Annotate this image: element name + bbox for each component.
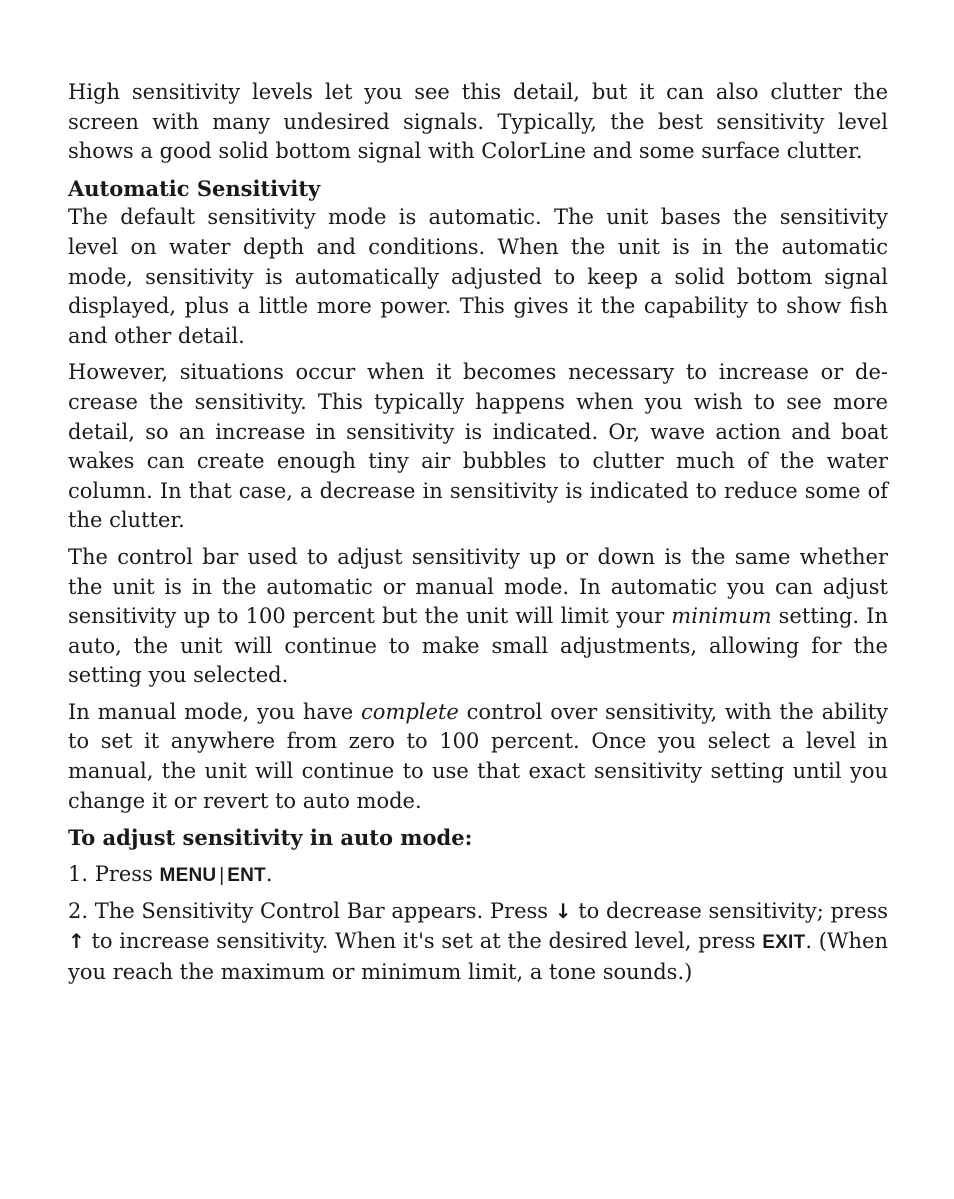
complete-emphasis: complete xyxy=(361,699,459,724)
manual-mode-text-1: In manual mode, you have xyxy=(68,699,362,724)
manual-mode-paragraph xyxy=(68,698,888,816)
ent-key: ENT xyxy=(227,864,266,886)
manual-mode-text-2: control over sensitivity, with the ability to set it anywhere from zero to 100 percent. Once you select a level in manual, the unit will continue to use that exact sensitivity setting until you change it or revert to auto mode. xyxy=(68,699,889,813)
control-bar-text-1: The control bar used to adjust sensitivity up or down is the same whether the unit is in the automatic or manual mode. In automatic you can adjust sensitivity up to 100 percent but the unit will limit your xyxy=(68,544,888,629)
key-separator: | xyxy=(219,864,225,886)
menu-key: MENU xyxy=(159,864,217,886)
minimum-emphasis: minimum xyxy=(671,604,772,629)
control-bar-paragraph xyxy=(68,543,888,691)
exit-key: EXIT xyxy=(762,932,806,954)
step-2-text-4: . (When you reach the maximum or minimum limit, a tone sounds.) xyxy=(68,929,888,984)
situations-paragraph: However, situations occur when it becomes necessary to increase or decrease the sensitivity. This typically happens when you wish to see more detail, so an increase in sensitivity is indicated. Or, wave action and boat wakes can create enough tiny air bubbles to clutter much of the water column. In that case, a decrease in sensitivity is indicated to reduce some of the clutter. xyxy=(68,360,888,533)
intro-paragraph: High sensitivity levels let you see this detail, but it can also clutter the screen with many undesired signals. Typically, the best sensitivity level shows a good solid bottom signal with ColorLine and some surface clutter. xyxy=(68,80,888,164)
document-page xyxy=(68,78,888,994)
procedure-heading: To adjust sensitivity in auto mode: xyxy=(68,825,473,851)
step-1 xyxy=(68,860,888,891)
step-2-text-1: 2. The Sensitivity Control Bar appears. Press xyxy=(68,899,555,924)
step-2-text-2: to decrease sensitivity; press xyxy=(571,899,888,924)
up-arrow-icon: ↑ xyxy=(68,929,85,954)
step-2 xyxy=(68,897,888,987)
default-mode-paragraph: The default sensitivity mode is automatic. The unit bases the sensitivity level on water depth and conditions. When the unit is in the automatic mode, sensitivity is automatically adjusted to keep a solid bottom signal displayed, plus a little more power. This gives it the capability to show fish and other detail. xyxy=(68,205,888,348)
automatic-sensitivity-heading: Automatic Sensitivity xyxy=(68,175,321,201)
step-2-text-3: to increase sensitivity. When it's set at the desired level, press xyxy=(84,929,763,954)
down-arrow-icon: ↓ xyxy=(554,899,572,924)
step-1-suffix: . xyxy=(265,861,273,886)
control-bar-text-2: setting. In auto, the unit will continue to make small adjustments, allowing for the setting you selected. xyxy=(68,604,888,688)
step-1-prefix: 1. Press xyxy=(68,861,160,886)
